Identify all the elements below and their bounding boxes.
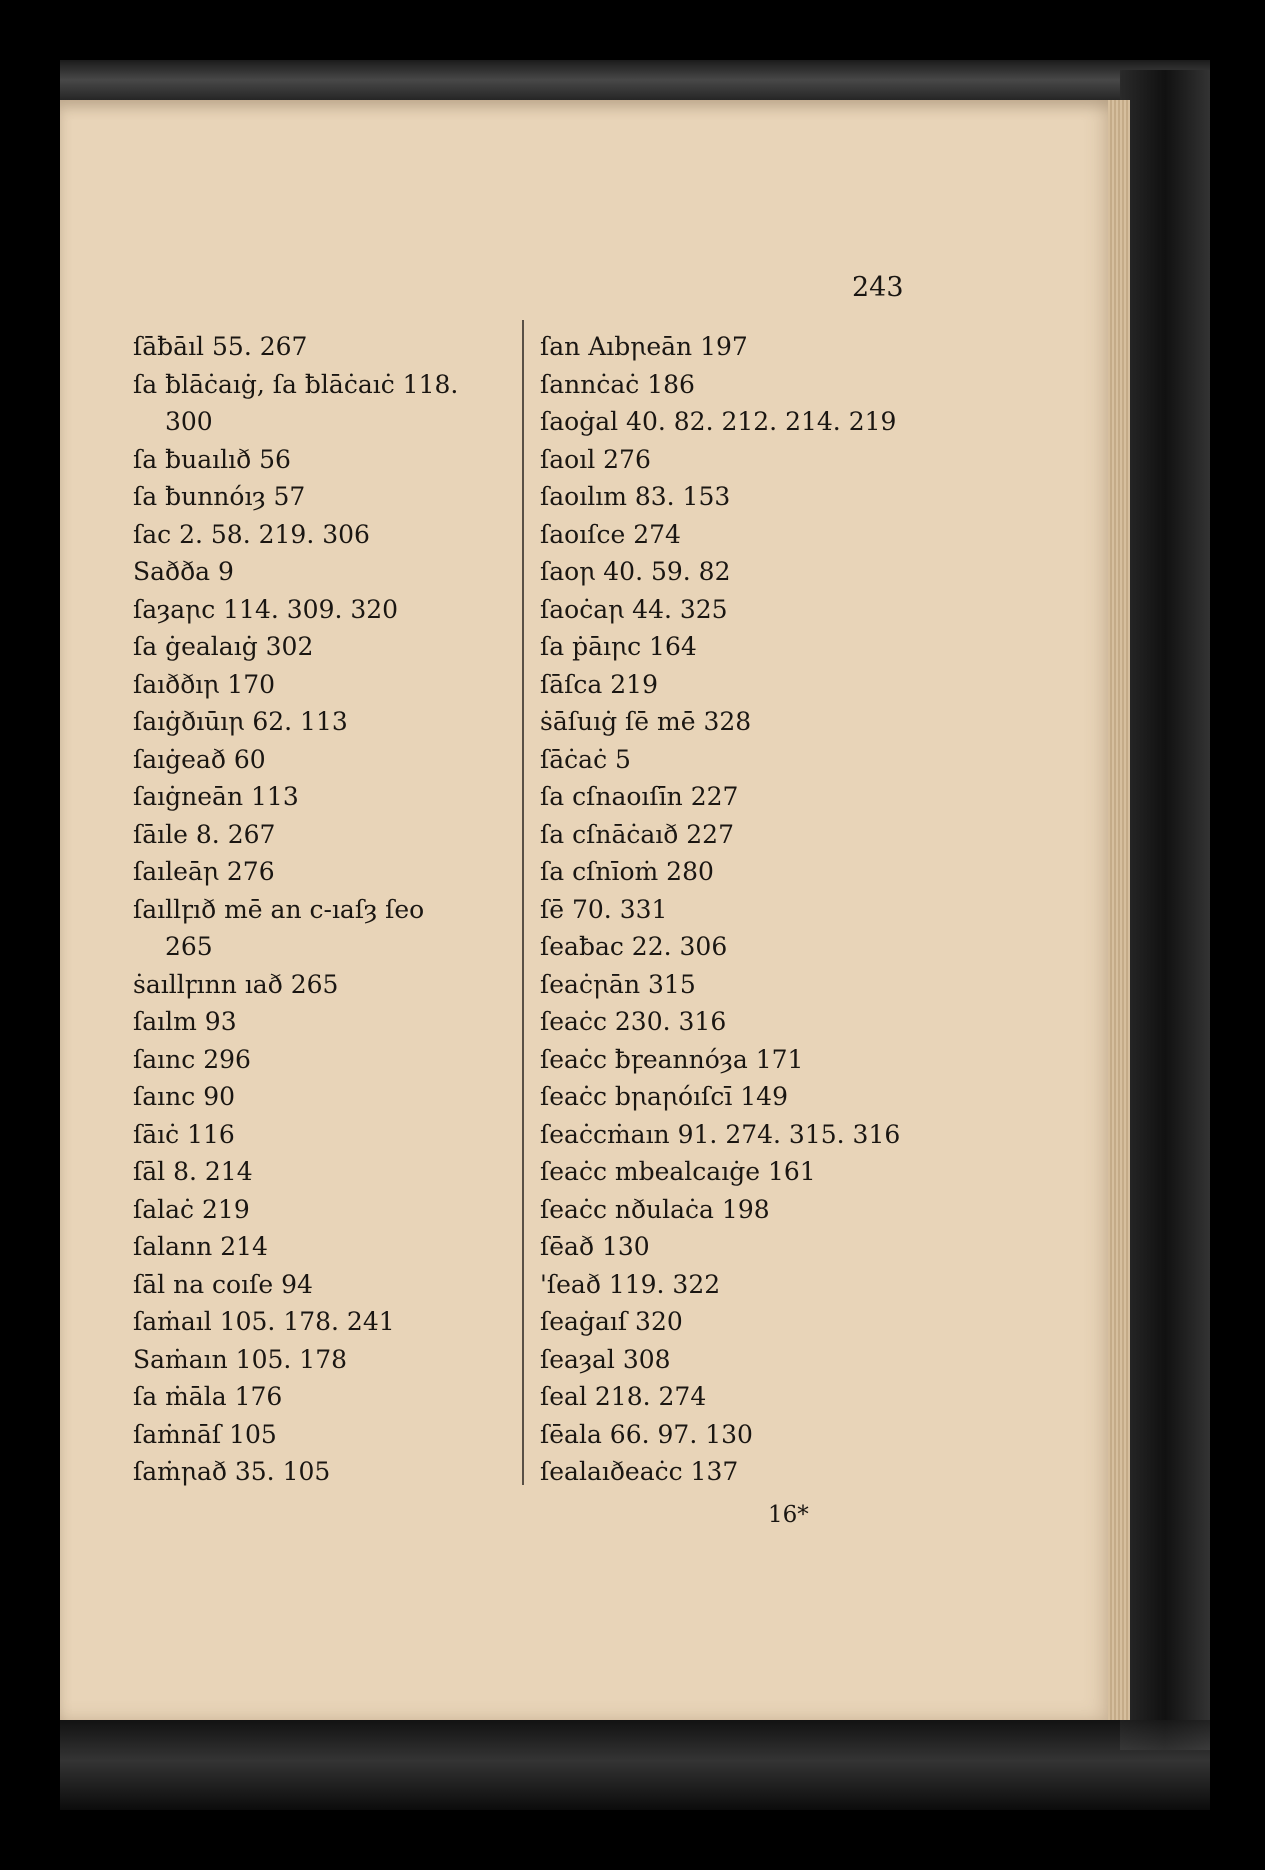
index-entry: ſeaċc ƀꝼeannóȝa 171 [540,1044,804,1074]
index-entry: ſa cſnaoıſīn 227 [540,782,739,811]
index-entry: ſaılm 93 [133,1007,237,1036]
index-entry: ṡaıllꝼınn ıað 265 [133,969,339,999]
index-entry: ſāƀāıl 55. 267 [133,332,308,361]
index-entry: ſalaċ 219 [133,1194,250,1224]
index-entry: ſeaċc mbealcaıġe 161 [540,1157,816,1186]
index-entry: ſa ṁāla 176 [133,1382,283,1411]
index-entry: ſāıle 8. 267 [133,819,276,849]
index-entry: ſaıġneān 113 [133,782,299,811]
index-entry: ſaıġeað 60 [133,744,266,774]
index-entry: ſan Aıbꞃeān 197 [540,332,748,361]
index-entry: ſaṁꞃað 35. 105 [133,1457,331,1486]
index-entry: ſēað 130 [540,1232,650,1261]
column-divider [522,320,524,1485]
index-entry: ſāl 8. 214 [133,1157,253,1186]
index-entry: ſaṁaıl 105. 178. 241 [133,1307,395,1336]
index-entry: ſa ƀunnóıȝ 57 [133,482,306,511]
index-entry: ſaoılım 83. 153 [540,482,731,511]
index-entry: ſāıċ 116 [133,1119,235,1149]
index-entry: ſalann 214 [133,1232,268,1261]
index-entry: Saððа 9 [133,557,234,586]
index-entry: ſa cſnāċaıð 227 [540,819,734,849]
index-entry: ſaoꞃ 40. 59. 82 [540,557,731,586]
index-entry: ſeaġaıſ 320 [540,1307,683,1336]
index-entry: ſeaȝal 308 [540,1344,671,1374]
index-entry: ſealaıðeaċc 137 [540,1457,739,1486]
index-entry: ſaoċaꞃ 44. 325 [540,594,728,624]
index-entry: ſa ġealaıġ 302 [133,632,314,661]
index-entry: ſannċaċ 186 [540,369,695,399]
index-entry: ſeaċc 230. 316 [540,1007,727,1036]
index-entry: ſāſca 219 [540,669,658,699]
index-entry: ſaıġðıūıꞃ 62. 113 [133,707,348,736]
index-entry: ſeaċc bꞃaꞃóıſcī 149 [540,1082,788,1111]
index-entry: ſeaċcṁaın 91. 274. 315. 316 [540,1119,901,1149]
index-entry: ſeal 218. 274 [540,1382,707,1411]
index-entry: ſē 70. 331 [540,894,668,924]
index-entry: ṡāſuıġ ſē mē 328 [540,707,752,736]
index-entry: ſaıððıꞃ 170 [133,669,276,699]
index-column-right [540,328,920,1491]
index-entry: ſaınc 296 [133,1044,251,1074]
plastic-sleeve-bottom [60,1720,1210,1810]
page-number: 243 [852,272,904,303]
index-entry: ſāċaċ 5 [540,744,631,774]
index-entry: ſeaƀac 22. 306 [540,932,728,961]
index-column-left [133,328,513,1491]
index-entry: ſaoġal 40. 82. 212. 214. 219 [540,407,897,436]
index-entry: Saṁaın 105. 178 [133,1344,348,1374]
index-entry-continuation: 265 [165,932,213,961]
index-entry: ſaınc 90 [133,1082,236,1111]
index-entry: ſa ṗāıꞃc 164 [540,632,697,661]
printer-signature-mark: 16* [768,1502,809,1528]
page-edges [1108,100,1130,1720]
index-entry: ſaṁnāſ 105 [133,1419,277,1449]
index-entry: ſac 2. 58. 219. 306 [133,519,370,549]
index-entry: ſa cſnīoṁ 280 [540,857,714,886]
index-entry: 'ſeað 119. 322 [540,1269,721,1299]
index-entry-continuation: 300 [165,407,213,436]
index-entry: ſeaċꞃān 315 [540,969,696,999]
book-spine [1120,70,1210,1750]
index-entry: ſa ƀlāċaıġ, ſa ƀlāċaıċ 118. [133,369,459,399]
index-entry: ſaıllꝼıð mē an c-ıaſȝ ſeo [133,894,425,924]
index-entry: ſēala 66. 97. 130 [540,1419,753,1449]
index-entry: ſa ƀuaılıð 56 [133,444,291,474]
index-entry: ſaoıl 276 [540,444,651,474]
index-entry: ſāl na coıſe 94 [133,1269,313,1299]
index-entry: ſaȝaꞃc 114. 309. 320 [133,594,399,624]
index-entry: ſeaċc nðulaċa 198 [540,1194,770,1224]
index-entry: ſaıleāꞃ 276 [133,857,275,886]
index-entry: ſaoıſce 274 [540,519,681,549]
